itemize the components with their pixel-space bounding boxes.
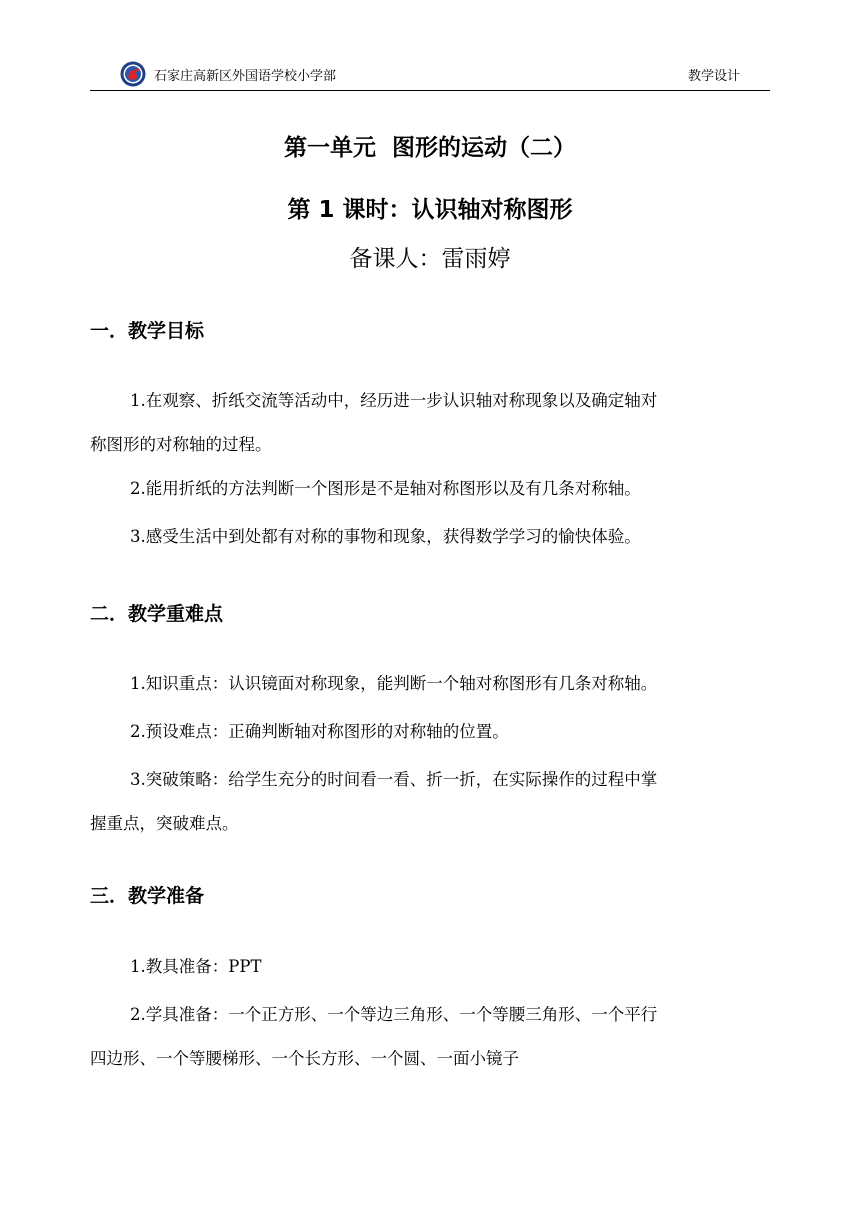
- text-line: 握重点，突破难点。: [90, 814, 239, 833]
- text-line: 3.突破策略：给学生充分的时间看一看、折一折，在实际操作的过程中掌: [130, 770, 658, 789]
- key-points-paragraph-3: [90, 758, 776, 846]
- author-line: 备课人：雷雨婷: [349, 246, 511, 272]
- key-points-paragraph-1: 1.知识重点：认识镜面对称现象，能判断一个轴对称图形有几条对称轴。: [130, 674, 658, 693]
- unit-title: 第一单元 图形的运动（二）: [283, 135, 576, 161]
- section-heading-key-points: 二．教学重难点: [90, 603, 224, 625]
- text-line: 四边形、一个等腰梯形、一个长方形、一个圆、一面小镜子: [90, 1049, 519, 1068]
- section-heading-goals: 一．教学目标: [90, 320, 205, 342]
- text-line: 2.学具准备：一个正方形、一个等边三角形、一个等腰三角形、一个平行: [130, 1005, 658, 1024]
- document-type: 教学设计: [687, 69, 740, 84]
- preparation-paragraph-2: [90, 993, 776, 1081]
- goals-paragraph-1: [90, 379, 776, 467]
- preparation-paragraph-1: 1.教具准备：PPT: [130, 957, 262, 976]
- page-header: [90, 60, 770, 91]
- school-name: 石家庄高新区外国语学校小学部: [154, 69, 337, 84]
- key-points-paragraph-2: 2.预设难点：正确判断轴对称图形的对称轴的位置。: [130, 722, 509, 741]
- goals-paragraph-2: 2.能用折纸的方法判断一个图形是不是轴对称图形以及有几条对称轴。: [130, 479, 641, 498]
- text-line: 称图形的对称轴的过程。: [90, 435, 272, 454]
- lesson-title: 第 1 课时：认识轴对称图形: [287, 197, 573, 223]
- school-logo-icon: [120, 61, 146, 87]
- goals-paragraph-3: 3.感受生活中到处都有对称的事物和现象，获得数学学习的愉快体验。: [130, 527, 641, 546]
- section-heading-preparation: 三．教学准备: [90, 885, 205, 907]
- text-line: 1.在观察、折纸交流等活动中，经历进一步认识轴对称现象以及确定轴对: [130, 391, 658, 410]
